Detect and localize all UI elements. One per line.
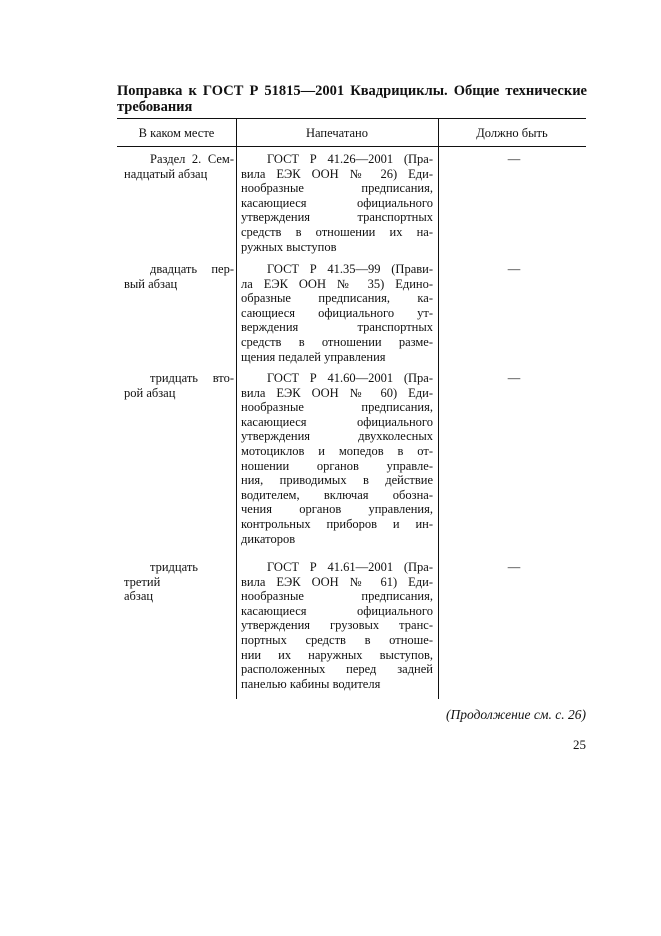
printed-line: вила ЕЭК ООН № 61) Еди- [241,574,433,589]
printed-line: щения педалей управления [241,349,386,364]
table-row-should-be: — [507,152,521,166]
printed-line: нообразные предписания, [241,181,433,196]
table-row-printed [241,262,433,364]
printed-line: вила ЕЭК ООН № 26) Еди- [241,166,433,181]
header-should-be: Должно быть [476,126,548,140]
header-place: В каком месте [138,126,215,140]
printed-line: ГОСТ Р 41.26—2001 (Пра- [267,152,433,166]
printed-line: утверждения грузовых транс- [241,618,433,633]
printed-line: утверждения двухколесных [241,429,433,444]
continuation-note: (Продолжение см. с. 26) [446,707,586,722]
table-header-rule [117,146,586,147]
table-row-place [124,152,234,181]
printed-line: вила ЕЭК ООН № 60) Еди- [241,385,433,400]
page-number: 25 [573,737,586,752]
printed-line: ГОСТ Р 41.61—2001 (Пра- [267,560,433,574]
printed-line: мотоциклов и мопедов в от- [241,443,433,458]
place-line: надцатый абзац [124,166,208,181]
place-line: двадцать пер- [150,262,234,276]
printed-line: касающиеся официального [241,603,433,618]
printed-line: нообразные предписания, [241,589,433,604]
column-divider-1 [236,118,237,699]
table-row-printed [241,371,433,546]
printed-line: средств в отношении их на- [241,224,433,239]
printed-line: ношении органов управле- [241,458,433,473]
printed-line: касающиеся официального [241,195,433,210]
place-line: абзац [124,589,154,604]
column-divider-2 [438,118,439,699]
printed-line: дикаторов [241,531,296,546]
printed-line: нообразные предписания, [241,400,433,415]
place-line: рой абзац [124,385,176,400]
place-line: вый абзац [124,276,178,291]
table-row-place [124,560,234,604]
printed-line: панелью кабины водителя [241,676,381,691]
table-top-rule [117,118,586,119]
table-row-place [124,371,234,400]
printed-line: верждения транспортных [241,320,433,335]
printed-line: утверждения транспортных [241,210,433,225]
table-row-printed [241,152,433,254]
document-title: Поправка к ГОСТ Р 51815—2001 Квадрициклы. Общие технические требования [117,83,587,115]
printed-line: чения органов управления, [241,502,433,517]
table-row-place [124,262,234,291]
place-line: Раздел 2. Сем- [150,152,234,166]
header-printed: Напечатано [306,126,368,140]
table-row-printed [241,560,433,691]
printed-line: касающиеся официального [241,414,433,429]
printed-line: водителем, включая обозна- [241,487,433,502]
printed-line: ния, приводимых в действие [241,473,433,488]
printed-line: ГОСТ Р 41.60—2001 (Пра- [267,371,433,385]
printed-line: средств в отношении разме- [241,334,433,349]
printed-line: образные предписания, ка- [241,291,433,306]
table-row-should-be: — [507,262,521,276]
place-line: тридцать вто- [150,371,234,385]
printed-line: ружных выступов [241,239,337,254]
printed-line: нии их наружных выступов, [241,647,433,662]
printed-line: контрольных приборов и ин- [241,516,433,531]
place-line: тридцать третий [124,560,198,589]
printed-line: портных средств в отноше- [241,632,433,647]
printed-line: сающиеся официального ут- [241,305,433,320]
printed-line: расположенных перед задней [241,662,433,677]
printed-line: ла ЕЭК ООН № 35) Едино- [241,276,433,291]
table-row-should-be: — [507,560,521,574]
table-row-should-be: — [507,371,521,385]
printed-line: ГОСТ Р 41.35—99 (Прави- [267,262,433,276]
